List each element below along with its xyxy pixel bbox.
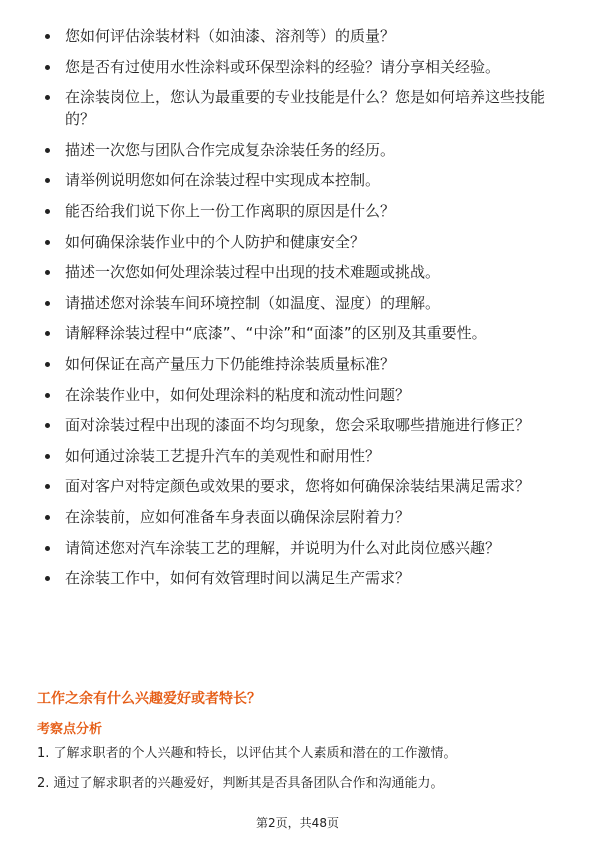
analysis-point: 2. 通过了解求职者的兴趣爱好，判断其是否具备团队合作和沟通能力。 <box>37 776 444 791</box>
question-item: 在涂装岗位上，您认为最重要的专业技能是什么？您是如何培养这些技能的？ <box>36 86 558 130</box>
question-list <box>36 25 558 598</box>
analysis-points <box>37 745 557 805</box>
question-item: 能否给我们说下你上一份工作离职的原因是什么？ <box>36 200 558 222</box>
question-item: 面对涂装过程中出现的漆面不均匀现象，您会采取哪些措施进行修正？ <box>36 414 558 436</box>
question-item: 请解释涂装过程中“底漆”、“中涂”和“面漆”的区别及其重要性。 <box>36 322 558 344</box>
question-item: 面对客户对特定颜色或效果的要求，您将如何确保涂装结果满足需求？ <box>36 475 558 497</box>
question-item: 请描述您对涂装车间环境控制（如温度、湿度）的理解。 <box>36 292 558 314</box>
question-item: 请简述您对汽车涂装工艺的理解，并说明为什么对此岗位感兴趣？ <box>36 537 558 559</box>
question-item: 描述一次您如何处理涂装过程中出现的技术难题或挑战。 <box>36 261 558 283</box>
question-item: 如何确保涂装作业中的个人防护和健康安全？ <box>36 231 558 253</box>
analysis-subheading: 考察点分析 <box>37 722 103 737</box>
question-item: 您是否有过使用水性涂料或环保型涂料的经验？请分享相关经验。 <box>36 56 558 78</box>
question-item: 如何保证在高产量压力下仍能维持涂装质量标准？ <box>36 353 558 375</box>
page-number: 第2页，共48页 <box>256 816 339 830</box>
analysis-point: 1. 了解求职者的个人兴趣和特长，以评估其个人素质和潜在的工作激情。 <box>37 746 457 761</box>
question-item: 您如何评估涂装材料（如油漆、溶剂等）的质量？ <box>36 25 558 47</box>
question-item: 在涂装工作中，如何有效管理时间以满足生产需求？ <box>36 567 558 589</box>
question-item: 在涂装前，应如何准备车身表面以确保涂层附着力？ <box>36 506 558 528</box>
question-item: 描述一次您与团队合作完成复杂涂装任务的经历。 <box>36 139 558 161</box>
question-item: 请举例说明您如何在涂装过程中实现成本控制。 <box>36 169 558 191</box>
section-heading: 工作之余有什么兴趣爱好或者特长？ <box>37 691 261 707</box>
question-item: 如何通过涂装工艺提升汽车的美观性和耐用性？ <box>36 445 558 467</box>
question-item: 在涂装作业中，如何处理涂料的粘度和流动性问题？ <box>36 384 558 406</box>
